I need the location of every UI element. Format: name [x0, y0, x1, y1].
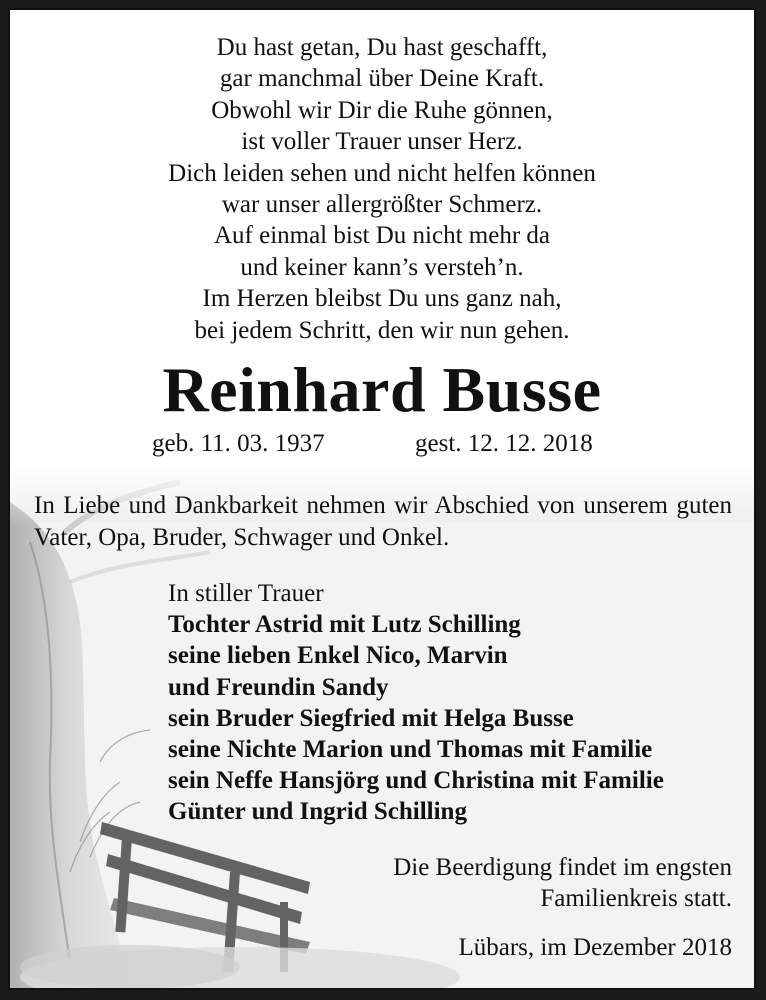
deceased-name: Reinhard Busse	[162, 354, 602, 425]
poem-line: Du hast getan, Du hast geschafft,	[216, 34, 548, 61]
poem-line: und keiner kann’s versteh’n.	[240, 253, 524, 281]
mourner-entry: sein Bruder Siegfried mit Helga Busse	[168, 704, 574, 732]
memorial-poem	[10, 32, 754, 346]
mourners-intro: In stiller Trauer	[168, 580, 324, 607]
poem-line: Obwohl wir Dir die Ruhe gönnen,	[211, 96, 553, 124]
mourner-entry: seine lieben Enkel Nico, Marvin	[168, 642, 508, 670]
farewell-text: In Liebe und Dankbarkeit nehmen wir Abschied von unserem guten Vater, Opa, Bruder, Schwager und Onkel.	[34, 492, 732, 551]
mourner-entry: seine Nichte Marion und Thomas mit Familie	[168, 736, 653, 764]
death-date: gest. 12. 12. 2018	[415, 430, 593, 457]
funeral-note-line: Familienkreis statt.	[540, 885, 732, 912]
funeral-note	[393, 852, 732, 914]
mourner-entry: Günter und Ingrid Schilling	[168, 798, 467, 826]
obituary-notice	[8, 8, 756, 990]
place-and-date: Lübars, im Dezember 2018	[458, 934, 732, 961]
funeral-note-line: Die Beerdigung findet im engsten	[393, 854, 732, 881]
mourner-entry: Tochter Astrid mit Lutz Schilling	[168, 611, 521, 639]
mourner-entry: sein Neffe Hansjörg und Christina mit Familie	[168, 767, 664, 795]
birth-date: geb. 11. 03. 1937	[152, 430, 325, 457]
poem-line: war unser allergrößter Schmerz.	[221, 191, 543, 219]
mourner-entry: und Freundin Sandy	[168, 673, 389, 701]
poem-line: Im Herzen bleibst Du uns ganz nah,	[202, 285, 562, 313]
poem-line: ist voller Trauer unser Herz.	[241, 128, 523, 156]
poem-line: Dich leiden sehen und nicht helfen können	[168, 159, 596, 187]
poem-line: bei jedem Schritt, den wir nun gehen.	[194, 316, 570, 344]
mourners-list	[168, 578, 664, 828]
poem-line: gar manchmal über Deine Kraft.	[219, 65, 545, 93]
poem-line: Auf einmal bist Du nicht mehr da	[213, 222, 551, 250]
